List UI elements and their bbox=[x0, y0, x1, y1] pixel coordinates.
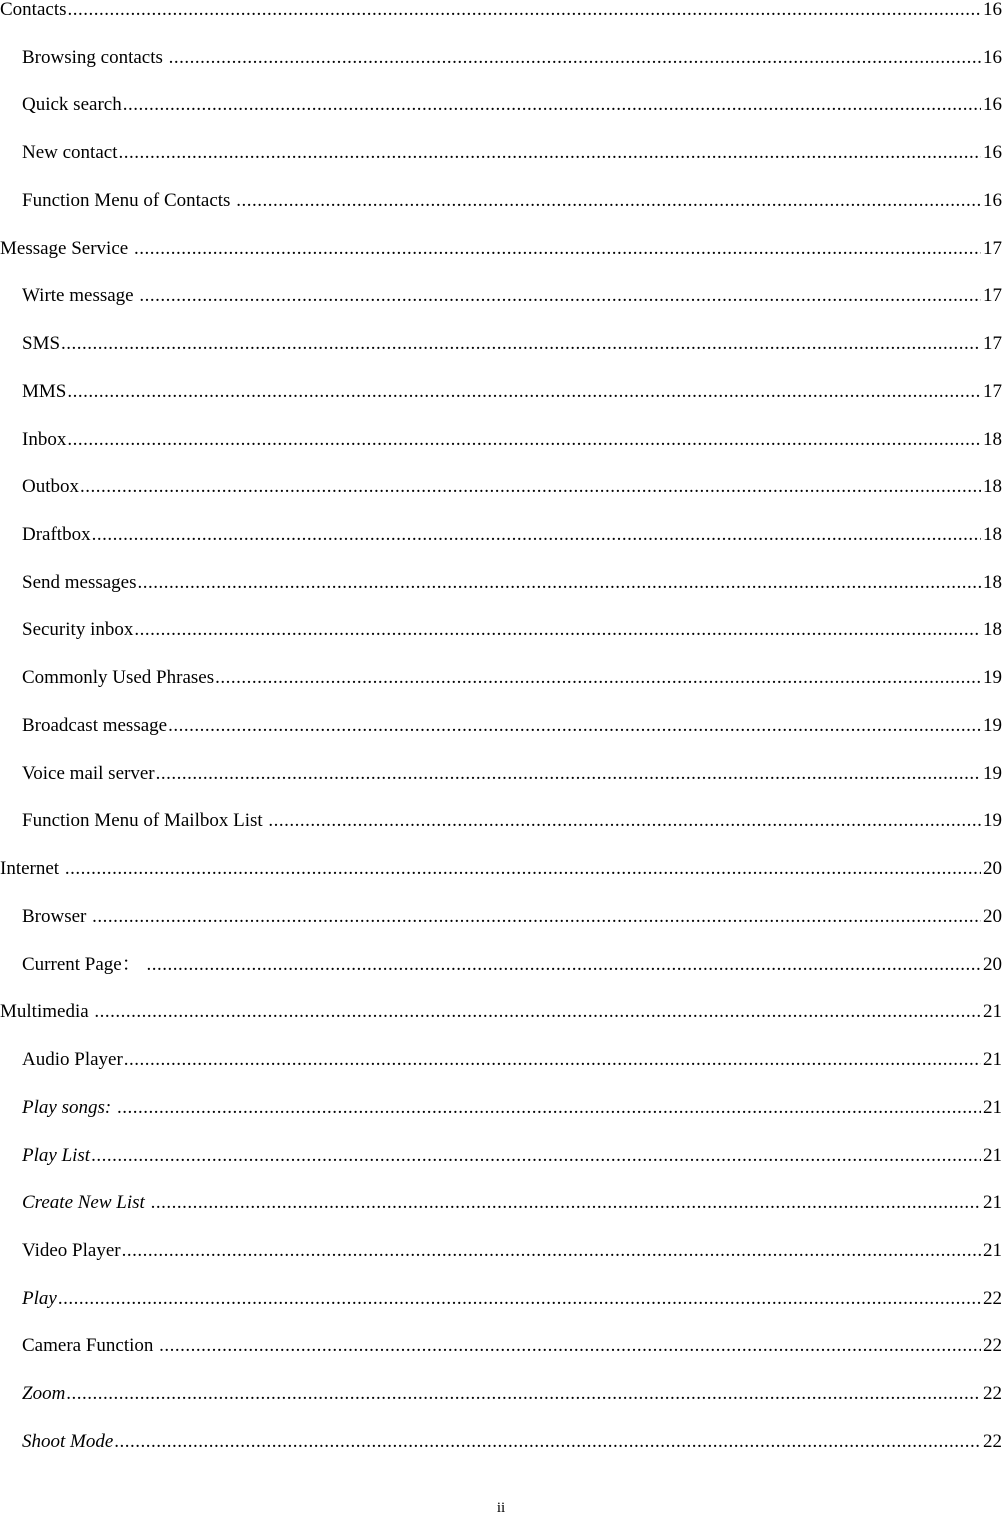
dot-leader bbox=[123, 93, 981, 117]
toc-entry[interactable] bbox=[0, 1239, 1002, 1263]
toc-entry-title: Browsing contacts bbox=[22, 47, 168, 68]
toc-entry[interactable] bbox=[0, 857, 1002, 881]
dot-leader bbox=[146, 953, 981, 977]
toc-entry[interactable] bbox=[0, 809, 1002, 833]
toc-entry[interactable] bbox=[0, 618, 1002, 642]
toc-entry-page-number: 16 bbox=[983, 190, 1002, 211]
toc-entry[interactable] bbox=[0, 475, 1002, 499]
toc-entry-page-number: 18 bbox=[983, 476, 1002, 497]
toc-entry[interactable] bbox=[0, 666, 1002, 690]
toc-entry-title: Play songs: bbox=[22, 1097, 116, 1118]
dot-leader bbox=[138, 571, 981, 595]
dot-leader bbox=[268, 809, 981, 833]
page-number: ii bbox=[496, 1500, 506, 1516]
toc-entry-page-number: 16 bbox=[983, 47, 1002, 68]
toc-entry-title: Send messages bbox=[22, 572, 137, 593]
toc-entry-page-number: 17 bbox=[983, 333, 1002, 354]
toc-entry-title: Broadcast message bbox=[22, 715, 168, 736]
toc-entry-title: Outbox bbox=[22, 476, 79, 497]
toc-entry[interactable] bbox=[0, 1096, 1002, 1120]
toc-entry-title: Contacts bbox=[0, 0, 67, 20]
toc-entry-page-number: 17 bbox=[983, 285, 1002, 306]
dot-leader bbox=[156, 762, 981, 786]
toc-entry[interactable] bbox=[0, 1048, 1002, 1072]
toc-entry[interactable] bbox=[0, 953, 1002, 977]
toc-entry-page-number: 16 bbox=[983, 0, 1002, 20]
toc-entry-title: Inbox bbox=[22, 429, 67, 450]
toc-entry-title: Wirte message bbox=[22, 285, 139, 306]
toc-entry[interactable] bbox=[0, 428, 1002, 452]
toc-entry-title: Quick search bbox=[22, 94, 122, 115]
toc-entry[interactable] bbox=[0, 237, 1002, 261]
dot-leader bbox=[215, 666, 981, 690]
toc-entry-page-number: 22 bbox=[983, 1335, 1002, 1356]
toc-entry-title: Browser bbox=[22, 906, 92, 927]
dot-leader bbox=[122, 1239, 981, 1263]
toc-entry-page-number: 19 bbox=[983, 810, 1002, 831]
toc-entry-title: Video Player bbox=[22, 1240, 121, 1261]
toc-entry-title: Function Menu of Contacts bbox=[22, 190, 236, 211]
toc-entry-page-number: 22 bbox=[983, 1431, 1002, 1452]
dot-leader bbox=[65, 857, 981, 881]
toc-entry-page-number: 20 bbox=[983, 906, 1002, 927]
toc-entry-page-number: 22 bbox=[983, 1383, 1002, 1404]
toc-entry[interactable] bbox=[0, 380, 1002, 404]
toc-entry[interactable] bbox=[0, 141, 1002, 165]
toc-entry[interactable] bbox=[0, 46, 1002, 70]
toc-entry-title: Camera Function bbox=[22, 1335, 159, 1356]
toc-entry[interactable] bbox=[0, 1144, 1002, 1168]
toc-entry-title: Shoot Mode bbox=[22, 1431, 114, 1452]
toc-entry[interactable] bbox=[0, 189, 1002, 213]
dot-leader bbox=[124, 1048, 981, 1072]
dot-leader bbox=[139, 284, 981, 308]
toc-entry[interactable] bbox=[0, 284, 1002, 308]
dot-leader bbox=[61, 332, 981, 356]
toc-entry-page-number: 20 bbox=[983, 954, 1002, 975]
toc-entry-page-number: 17 bbox=[983, 381, 1002, 402]
toc-entry[interactable] bbox=[0, 0, 1002, 22]
toc-entry-title: SMS bbox=[22, 333, 61, 354]
toc-entry[interactable] bbox=[0, 714, 1002, 738]
dot-leader bbox=[117, 1096, 981, 1120]
dot-leader bbox=[118, 141, 981, 165]
toc-entry-title: New contact bbox=[22, 142, 118, 163]
dot-leader bbox=[66, 1382, 981, 1406]
toc-entry-title: Security inbox bbox=[22, 619, 134, 640]
toc-entry-title: Draftbox bbox=[22, 524, 91, 545]
toc-entry-page-number: 18 bbox=[983, 619, 1002, 640]
toc-entry-title: Current Page： bbox=[22, 954, 146, 975]
dot-leader bbox=[92, 523, 981, 547]
dot-leader bbox=[168, 714, 981, 738]
dot-leader bbox=[151, 1191, 981, 1215]
dot-leader bbox=[236, 189, 981, 213]
toc-entry-page-number: 21 bbox=[983, 1145, 1002, 1166]
toc-entry[interactable] bbox=[0, 1287, 1002, 1311]
dot-leader bbox=[159, 1334, 981, 1358]
toc-entry[interactable] bbox=[0, 93, 1002, 117]
toc-entry-title: Message Service bbox=[0, 238, 133, 259]
toc-entry-title: Multimedia bbox=[0, 1001, 94, 1022]
toc-entry[interactable] bbox=[0, 523, 1002, 547]
toc-entry-title: Create New List bbox=[22, 1192, 150, 1213]
dot-leader bbox=[134, 237, 981, 261]
toc-entry-page-number: 22 bbox=[983, 1288, 1002, 1309]
toc-entry[interactable] bbox=[0, 1382, 1002, 1406]
toc-entry-page-number: 19 bbox=[983, 715, 1002, 736]
toc-entry[interactable] bbox=[0, 762, 1002, 786]
dot-leader bbox=[92, 905, 981, 929]
dot-leader bbox=[67, 428, 981, 452]
dot-leader bbox=[68, 0, 982, 22]
toc-entry-page-number: 21 bbox=[983, 1097, 1002, 1118]
toc-entry-page-number: 18 bbox=[983, 572, 1002, 593]
toc-entry-page-number: 21 bbox=[983, 1049, 1002, 1070]
toc-entry[interactable] bbox=[0, 1430, 1002, 1454]
toc-entry-page-number: 17 bbox=[983, 238, 1002, 259]
dot-leader bbox=[94, 1000, 981, 1024]
dot-leader bbox=[80, 475, 981, 499]
toc-entry-title: Zoom bbox=[22, 1383, 66, 1404]
dot-leader bbox=[67, 380, 981, 404]
dot-leader bbox=[169, 46, 981, 70]
toc-entry-title: MMS bbox=[22, 381, 67, 402]
dot-leader bbox=[58, 1287, 981, 1311]
toc-entry-page-number: 18 bbox=[983, 524, 1002, 545]
toc-entry[interactable] bbox=[0, 1191, 1002, 1215]
toc-entry[interactable] bbox=[0, 905, 1002, 929]
toc-entry-page-number: 20 bbox=[983, 858, 1002, 879]
toc-entry-page-number: 21 bbox=[983, 1240, 1002, 1261]
toc-entry[interactable] bbox=[0, 571, 1002, 595]
toc-entry-page-number: 16 bbox=[983, 94, 1002, 115]
toc-entry-title: Play bbox=[22, 1288, 57, 1309]
toc-entry-page-number: 19 bbox=[983, 667, 1002, 688]
toc-entry-title: Function Menu of Mailbox List bbox=[22, 810, 268, 831]
toc-entry-page-number: 18 bbox=[983, 429, 1002, 450]
toc-entry-title: Commonly Used Phrases bbox=[22, 667, 215, 688]
toc-entry-page-number: 16 bbox=[983, 142, 1002, 163]
toc-entry-page-number: 21 bbox=[983, 1192, 1002, 1213]
toc-entry[interactable] bbox=[0, 1000, 1002, 1024]
toc-entry-page-number: 19 bbox=[983, 763, 1002, 784]
toc-entry-title: Audio Player bbox=[22, 1049, 123, 1070]
dot-leader bbox=[134, 618, 981, 642]
toc-entry[interactable] bbox=[0, 1334, 1002, 1358]
toc-entry-title: Internet bbox=[0, 858, 64, 879]
toc-entry[interactable] bbox=[0, 332, 1002, 356]
dot-leader bbox=[91, 1144, 981, 1168]
toc-entry-title: Play List bbox=[22, 1145, 91, 1166]
dot-leader bbox=[114, 1430, 981, 1454]
toc-entry-title: Voice mail server bbox=[22, 763, 155, 784]
toc-entry-page-number: 21 bbox=[983, 1001, 1002, 1022]
